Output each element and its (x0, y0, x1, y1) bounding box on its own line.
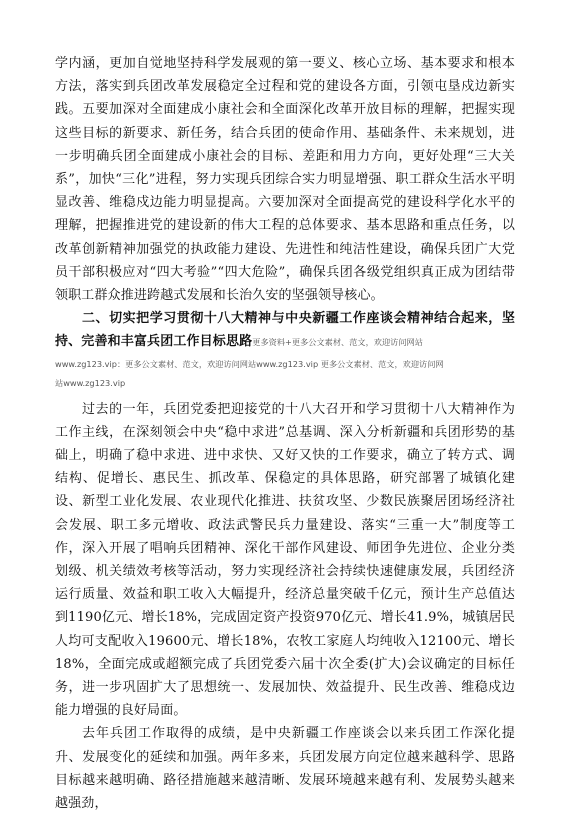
watermark-inline: 更多资料+更多公文素材、范文，欢迎访问网站 (252, 337, 423, 348)
watermark-line-2: 站www.zg123.vip (55, 377, 126, 388)
section-heading (55, 307, 515, 354)
paragraph-past-year: 过去的一年，兵团党委把迎接党的十八大召开和学习贯彻十八大精神作为工作主线，在深刻领会中央“稳中求进”总基调、深入分析新疆和兵团形势的基础上，明确了稳中求进、进中求快、又好又快的工作要求，确立了转方式、调结构、促增长、惠民生、抓改革、保稳定的具体思路，研究部署了城镇化建设、新型工业化发展、农业现代化推进、扶贫攻坚、少数民族聚居团场经济社会发展、职工多元增收、政法武警民兵力量建设、落实“三重一大”制度等工作，深入开展了唱响兵团精神、深化干部作风建设、师团争先进位、企业分类划级、机关绩效考核等活动，努力实现经济社会持续快速健康发展，兵团经济运行质量、效益和职工收入大幅提升，经济总量突破千亿元，预计生产总值达到1190亿元、增长18%，完成固定资产投资970亿元、增长41.9%，城镇居民人均可支配收入19600元、增长18%，农牧工家庭人均纯收入12100元、增长18%，全面完成或超额完成了兵团党委六届十次全委(扩大)会议确定的目标任务，进一步巩固扩大了思想统一、发展加快、效益提升、民生改善、维稳戍边能力增强的良好局面。 (55, 401, 515, 719)
watermark-line-1: www.zg123.vip：更多公文素材、范文，欢迎访问网站www.zg123.vip 更多公文素材、范文，欢迎访问网 (55, 358, 444, 369)
section-heading-text: 二、切实把学习贯彻十八大精神与中央新疆工作座谈会精神结合起来，坚持、完善和丰富兵团工作目标思路 (55, 311, 515, 350)
paragraph-body-top: 学内涵，更加自觉地坚持科学发展观的第一要义、核心立场、基本要求和根本方法，落实到兵团改革发展稳定全过程和党的建设各方面，引领屯垦戍边新实践。五要加深对全面建成小康社会和全面深化改革开放目标的理解，把握实现这些目标的新要求、新任务，结合兵团的使命作用、基础条件、未来规划，进一步明确兵团全面建成小康社会的目标、差距和用力方向，更好处理“三大关系”，加快“三化”进程，努力实现兵团综合实力明显增强、职工群众生活水平明显改善、维稳戍边能力明显提高。六要加深对全面提高党的建设科学化水平的理解，把握推进党的建设新的伟大工程的总体要求、基本思路和重点任务，以改革创新精神加强党的执政能力建设、先进性和纯洁性建设，确保兵团广大党员干部积极应对“四大考验”“四大危险”，确保兵团各级党组织真正成为团结带领职工群众推进跨越式发展和长治久安的坚强领导核心。 (55, 56, 515, 304)
paragraph-achievements: 去年兵团工作取得的成绩，是中央新疆工作座谈会以来兵团工作深化提升、发展变化的延续和加强。两年多来，兵团发展方向定位越来越科学、思路目标越来越明确、路径措施越来越清晰、发展环境越来越有利、发展势头越来越强劲， (55, 726, 515, 812)
